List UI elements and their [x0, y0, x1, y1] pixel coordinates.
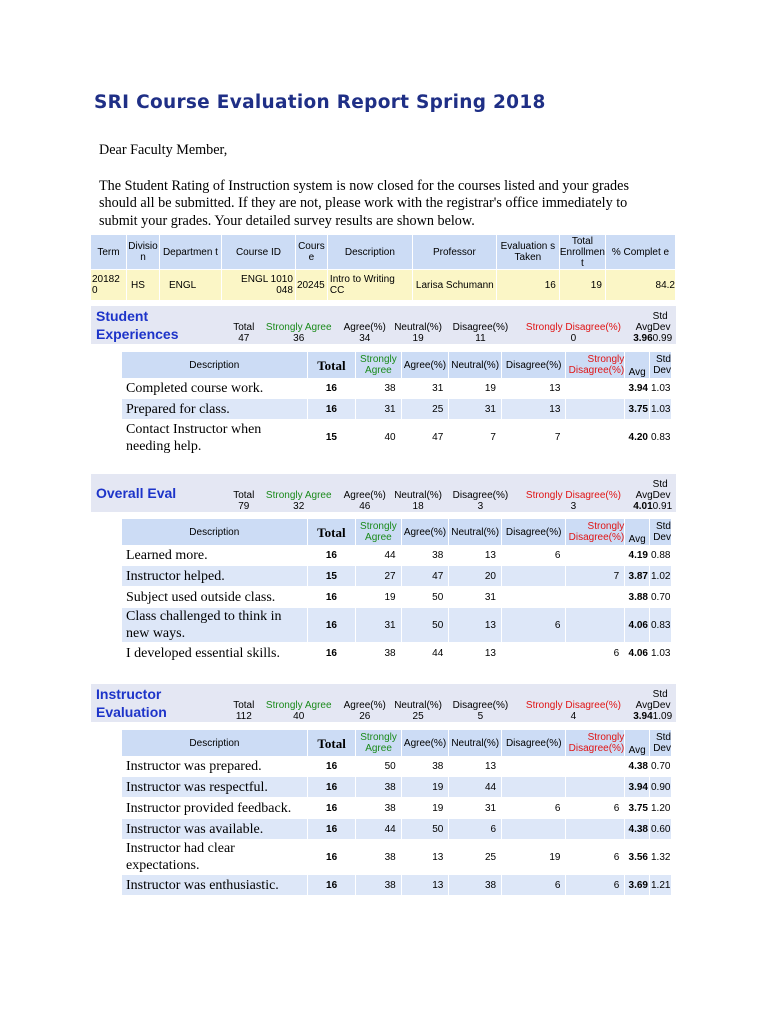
- summary-value-std: 0.99: [652, 333, 673, 344]
- professor-value: Larisa Schumann: [413, 270, 497, 300]
- cell-d: 6: [502, 545, 566, 566]
- cell-a: 31: [402, 378, 450, 399]
- division-value: HS: [127, 270, 160, 300]
- summary-strongly-agree: [259, 684, 339, 722]
- summary-value-strongly-disagree: 0: [570, 333, 577, 344]
- cell-sa: 19: [356, 587, 401, 608]
- detail-header-strongly-disagree: Strongly Disagree(%): [566, 730, 625, 756]
- cell-std: 1.20: [650, 798, 672, 819]
- cell-total: 16: [308, 643, 357, 664]
- summary-header-disagree: Disagree(%): [452, 322, 509, 333]
- cell-desc: Prepared for class.: [122, 399, 308, 420]
- summary-header-strongly-agree: Strongly Agree: [265, 700, 332, 711]
- header-course: Cours e: [296, 235, 328, 270]
- detail-header-avg: Avg: [625, 730, 650, 756]
- cell-total: 16: [308, 608, 357, 643]
- section-title: Instructor Evaluation: [96, 686, 167, 720]
- cell-sa: 38: [356, 643, 401, 664]
- summary-strongly-agree: [259, 306, 339, 344]
- summary-row: [229, 474, 676, 512]
- summary-header-total: Total: [233, 490, 255, 501]
- cell-n: 13: [449, 756, 502, 777]
- summary-value-strongly-agree: 40: [293, 711, 305, 722]
- cell-a: 38: [402, 756, 450, 777]
- summary-header-total: Total: [233, 322, 255, 333]
- cell-d: [502, 566, 566, 587]
- cell-a: 50: [402, 587, 450, 608]
- cell-a: 50: [402, 819, 450, 840]
- cell-avg: 3.75: [625, 399, 650, 420]
- table-row: [122, 798, 672, 819]
- detail-header-row: [122, 730, 672, 756]
- summary-agree: [339, 306, 391, 344]
- cell-total: 16: [308, 545, 357, 566]
- cell-desc: Completed course work.: [122, 378, 308, 399]
- cell-total: 16: [308, 798, 356, 819]
- cell-avg: 3.69: [625, 875, 650, 896]
- cell-n: 20: [449, 566, 502, 587]
- cell-n: 13: [449, 545, 502, 566]
- cell-sa: 38: [356, 840, 401, 875]
- cell-sa: 38: [356, 378, 401, 399]
- summary-value-disagree: 3: [477, 501, 484, 512]
- cell-d: [502, 587, 566, 608]
- cell-sd: [566, 378, 625, 399]
- cell-avg: 4.20: [625, 420, 650, 456]
- cell-std: 1.21: [650, 875, 672, 896]
- summary-avg: [632, 306, 653, 344]
- cell-desc: Instructor helped.: [122, 566, 308, 587]
- percent-complete-value: 84.2: [606, 270, 676, 300]
- summary-row: [229, 306, 676, 344]
- cell-sa: 31: [356, 399, 401, 420]
- cell-total: 16: [308, 587, 357, 608]
- cell-n: 13: [449, 643, 502, 664]
- cell-avg: 3.88: [625, 587, 650, 608]
- cell-a: 19: [402, 777, 450, 798]
- cell-std: 0.60: [650, 819, 672, 840]
- cell-sd: [566, 587, 625, 608]
- cell-n: 6: [449, 819, 502, 840]
- table-row: [122, 545, 672, 566]
- cell-avg: 4.19: [625, 545, 650, 566]
- detail-header-strongly-disagree: Strongly Disagree(%): [566, 352, 625, 378]
- cell-sa: 40: [356, 420, 401, 456]
- course-info-header-row: [91, 235, 676, 270]
- table-row: [122, 819, 672, 840]
- summary-value-total: 79: [238, 501, 250, 512]
- table-row: [122, 875, 672, 896]
- paragraph-line: should all be submitted. If they are not, please work with the registrar's office immediately to: [99, 195, 628, 212]
- header-total-enrollment: Total Enrollmen t: [559, 235, 605, 269]
- detail-header-total: Total: [308, 352, 357, 378]
- detail-table-overall-eval: [122, 519, 672, 664]
- cell-a: 44: [402, 643, 450, 664]
- summary-header-agree: Agree(%): [343, 490, 386, 501]
- cell-n: 25: [449, 840, 502, 875]
- summary-total: [229, 474, 259, 512]
- summary-value-total: 112: [235, 711, 252, 722]
- cell-d: 19: [502, 840, 566, 875]
- detail-header-description: Description: [122, 352, 308, 378]
- summary-neutral: [391, 474, 446, 512]
- summary-value-strongly-agree: 32: [293, 501, 305, 512]
- summary-value-strongly-disagree: 4: [570, 711, 577, 722]
- summary-value-avg: 4.01: [633, 501, 653, 512]
- summary-neutral: [391, 306, 446, 344]
- cell-avg: 3.94: [625, 378, 650, 399]
- detail-table-student-experiences: [122, 352, 672, 456]
- detail-table-instructor-evaluation: [122, 730, 672, 896]
- table-row: [122, 643, 672, 664]
- course-info-table: [91, 235, 676, 300]
- course-id-value: ENGL 1010 048: [222, 270, 296, 300]
- section-instructor-evaluation-summary: [91, 684, 676, 722]
- cell-avg: 3.75: [625, 798, 650, 819]
- summary-value-strongly-agree: 36: [293, 333, 305, 344]
- header-division: Divisio n: [127, 235, 160, 270]
- cell-sd: 6: [566, 875, 625, 896]
- summary-value-std: 1.09: [652, 711, 673, 722]
- cell-sd: 6: [566, 643, 625, 664]
- summary-neutral: [391, 684, 446, 722]
- cell-d: [502, 777, 566, 798]
- header-term: Term: [91, 235, 127, 270]
- summary-value-neutral: 18: [412, 501, 424, 512]
- summary-header-strongly-agree: Strongly Agree: [265, 322, 332, 333]
- page-title: SRI Course Evaluation Report Spring 2018: [94, 92, 546, 113]
- cell-std: 0.88: [650, 545, 672, 566]
- summary-agree: [339, 474, 391, 512]
- cell-std: 0.70: [650, 756, 672, 777]
- detail-header-description: Description: [122, 519, 308, 545]
- cell-n: 19: [449, 378, 502, 399]
- summary-disagree: [446, 306, 516, 344]
- cell-a: 47: [402, 420, 450, 456]
- summary-value-std: 0.91: [652, 501, 673, 512]
- cell-desc: Instructor was available.: [122, 819, 308, 840]
- cell-a: 50: [402, 608, 450, 643]
- cell-n: 31: [449, 399, 502, 420]
- detail-header-strongly-disagree: Strongly Disagree(%): [566, 519, 625, 545]
- cell-desc: I developed essential skills.: [122, 643, 308, 664]
- cell-n: 38: [449, 875, 502, 896]
- cell-total: 16: [308, 399, 357, 420]
- department-value: ENGL: [160, 270, 222, 300]
- paragraph-line: The Student Rating of Instruction system is now closed for the courses listed and your grades: [99, 178, 629, 194]
- summary-header-avg: Avg: [635, 490, 653, 501]
- section-student-experiences-summary: [91, 306, 676, 344]
- cell-d: 13: [502, 378, 566, 399]
- cell-total: 16: [308, 875, 356, 896]
- cell-d: 6: [502, 875, 566, 896]
- detail-header-agree: Agree(%): [402, 730, 450, 756]
- cell-total: 16: [308, 840, 356, 875]
- summary-header-std: Std Dev: [652, 479, 671, 501]
- cell-d: [502, 819, 566, 840]
- header-department: Departmen t: [160, 235, 222, 270]
- cell-desc: Instructor was prepared.: [122, 756, 308, 777]
- cell-avg: 3.87: [625, 566, 650, 587]
- summary-header-avg: Avg: [635, 322, 653, 333]
- cell-sa: 38: [356, 798, 401, 819]
- cell-sd: 7: [566, 566, 625, 587]
- cell-d: 6: [502, 798, 566, 819]
- table-row: [122, 378, 672, 399]
- cell-n: 44: [449, 777, 502, 798]
- detail-header-strongly-agree: Strongly Agree: [356, 352, 401, 378]
- cell-avg: 4.06: [625, 643, 650, 664]
- cell-n: 31: [449, 798, 502, 819]
- table-row: [122, 756, 672, 777]
- cell-desc: Learned more.: [122, 545, 308, 566]
- summary-total: [229, 684, 259, 722]
- detail-header-total: Total: [308, 730, 356, 756]
- table-row: [122, 587, 672, 608]
- cell-n: 7: [449, 420, 502, 456]
- detail-header-disagree: Disagree(%): [502, 730, 566, 756]
- summary-header-agree: Agree(%): [343, 700, 386, 711]
- summary-strongly-disagree: [515, 474, 631, 512]
- cell-desc: Subject used outside class.: [122, 587, 308, 608]
- cell-sa: 31: [356, 608, 401, 643]
- detail-header-neutral: Neutral(%): [449, 352, 502, 378]
- summary-header-neutral: Neutral(%): [394, 322, 442, 333]
- summary-std: [653, 474, 676, 512]
- detail-header-disagree: Disagree(%): [502, 519, 566, 545]
- cell-std: 1.03: [650, 643, 672, 664]
- evaluations-taken-value: 16: [497, 270, 560, 300]
- summary-total: [229, 306, 259, 344]
- summary-value-agree: 46: [359, 501, 371, 512]
- summary-strongly-disagree: [515, 684, 631, 722]
- cell-std: 0.90: [650, 777, 672, 798]
- header-percent-complete: % Complet e: [606, 235, 676, 270]
- cell-d: 7: [502, 420, 566, 456]
- summary-value-avg: 3.96: [633, 333, 653, 344]
- summary-strongly-agree: [259, 474, 339, 512]
- summary-table: [229, 306, 676, 344]
- summary-header-total: Total: [233, 700, 255, 711]
- cell-std: 1.02: [650, 566, 672, 587]
- detail-header-avg: Avg: [625, 519, 650, 545]
- cell-avg: 4.06: [625, 608, 650, 643]
- detail-header-disagree: Disagree(%): [502, 352, 566, 378]
- summary-std: [653, 684, 676, 722]
- cell-std: 1.32: [650, 840, 672, 875]
- cell-desc: Instructor had clear expectations.: [122, 840, 308, 875]
- summary-avg: [632, 474, 653, 512]
- cell-avg: 4.38: [625, 819, 650, 840]
- section-overall-eval-summary: [91, 474, 676, 512]
- summary-std: [653, 306, 676, 344]
- table-row: [122, 420, 672, 456]
- greeting: Dear Faculty Member,: [99, 142, 228, 158]
- detail-header-strongly-agree: Strongly Agree: [356, 730, 401, 756]
- summary-header-disagree: Disagree(%): [452, 490, 509, 501]
- section-title: Student Experiences: [96, 308, 179, 342]
- course-info-row: [91, 270, 676, 300]
- summary-disagree: [446, 474, 516, 512]
- summary-avg: [632, 684, 653, 722]
- summary-header-disagree: Disagree(%): [452, 700, 509, 711]
- cell-d: 6: [502, 608, 566, 643]
- table-row: [122, 566, 672, 587]
- cell-d: [502, 643, 566, 664]
- table-row: [122, 777, 672, 798]
- summary-header-neutral: Neutral(%): [394, 490, 442, 501]
- cell-desc: Class challenged to think in new ways.: [122, 608, 308, 643]
- cell-sa: 38: [356, 875, 401, 896]
- summary-table: [229, 684, 676, 722]
- detail-header-description: Description: [122, 730, 308, 756]
- description-value: Intro to Writing CC: [328, 270, 413, 300]
- summary-value-avg: 3.94: [633, 711, 653, 722]
- summary-value-strongly-disagree: 3: [570, 501, 577, 512]
- cell-total: 15: [308, 566, 357, 587]
- detail-header-std: Std Dev: [650, 730, 672, 756]
- cell-sa: 44: [356, 545, 401, 566]
- cell-a: 13: [402, 875, 450, 896]
- cell-sd: [566, 420, 625, 456]
- header-description: Description: [328, 235, 413, 270]
- cell-sd: [566, 399, 625, 420]
- summary-value-disagree: 5: [477, 711, 484, 722]
- detail-header-std: Std Dev: [650, 519, 672, 545]
- summary-header-strongly-agree: Strongly Agree: [265, 490, 332, 501]
- cell-total: 16: [308, 756, 356, 777]
- summary-header-strongly-disagree: Strongly Disagree(%): [525, 322, 621, 333]
- cell-a: 25: [402, 399, 450, 420]
- summary-header-avg: Avg: [635, 700, 653, 711]
- cell-sd: [566, 545, 625, 566]
- summary-header-strongly-disagree: Strongly Disagree(%): [525, 490, 621, 501]
- summary-value-neutral: 19: [412, 333, 424, 344]
- cell-a: 13: [402, 840, 450, 875]
- header-evaluations-taken: Evaluation s Taken: [497, 235, 560, 270]
- cell-a: 38: [402, 545, 450, 566]
- total-enrollment-value: 19: [560, 270, 606, 300]
- cell-total: 16: [308, 777, 356, 798]
- table-row: [122, 840, 672, 875]
- detail-header-row: [122, 519, 672, 545]
- cell-desc: Instructor provided feedback.: [122, 798, 308, 819]
- summary-header-neutral: Neutral(%): [394, 700, 442, 711]
- cell-avg: 3.56: [625, 840, 650, 875]
- detail-header-row: [122, 352, 672, 378]
- cell-avg: 4.38: [625, 756, 650, 777]
- summary-header-std: Std Dev: [652, 311, 671, 333]
- cell-total: 16: [308, 819, 356, 840]
- detail-header-avg: Avg: [625, 352, 650, 378]
- table-row: [122, 399, 672, 420]
- header-course-id: Course ID: [222, 235, 296, 270]
- cell-d: [502, 756, 566, 777]
- detail-header-agree: Agree(%): [402, 519, 450, 545]
- course-value: 20245: [296, 270, 328, 300]
- summary-value-disagree: 11: [475, 333, 486, 344]
- cell-sa: 44: [356, 819, 401, 840]
- cell-sa: 50: [356, 756, 401, 777]
- summary-value-total: 47: [238, 333, 250, 344]
- intro-paragraph: [99, 178, 629, 230]
- cell-total: 15: [308, 420, 357, 456]
- cell-std: 1.03: [650, 378, 672, 399]
- summary-strongly-disagree: [515, 306, 631, 344]
- section-title: Overall Eval: [96, 485, 177, 501]
- cell-sd: [566, 756, 625, 777]
- cell-desc: Instructor was enthusiastic.: [122, 875, 308, 896]
- cell-std: 0.83: [650, 420, 672, 456]
- detail-header-agree: Agree(%): [402, 352, 450, 378]
- cell-a: 19: [402, 798, 450, 819]
- summary-header-agree: Agree(%): [343, 322, 386, 333]
- summary-header-std: Std Dev: [652, 689, 671, 711]
- cell-std: 0.70: [650, 587, 672, 608]
- summary-value-neutral: 25: [412, 711, 424, 722]
- detail-header-neutral: Neutral(%): [449, 730, 502, 756]
- cell-a: 47: [402, 566, 450, 587]
- detail-header-std: Std Dev: [650, 352, 672, 378]
- cell-n: 31: [449, 587, 502, 608]
- cell-sd: 6: [566, 840, 625, 875]
- cell-desc: Instructor was respectful.: [122, 777, 308, 798]
- term-value: 20182 0: [91, 270, 127, 300]
- summary-disagree: [446, 684, 516, 722]
- table-row: [122, 608, 672, 643]
- cell-sd: [566, 777, 625, 798]
- detail-header-total: Total: [308, 519, 357, 545]
- cell-n: 13: [449, 608, 502, 643]
- cell-sd: 6: [566, 798, 625, 819]
- cell-sd: [566, 819, 625, 840]
- cell-sa: 27: [356, 566, 401, 587]
- summary-row: [229, 684, 676, 722]
- cell-std: 0.83: [650, 608, 672, 643]
- detail-header-strongly-agree: Strongly Agree: [356, 519, 401, 545]
- cell-sd: [566, 608, 625, 643]
- cell-std: 1.03: [650, 399, 672, 420]
- paragraph-line: submit your grades. Your detailed survey results are shown below.: [99, 212, 475, 229]
- detail-header-neutral: Neutral(%): [449, 519, 502, 545]
- summary-value-agree: 34: [359, 333, 371, 344]
- summary-value-agree: 26: [359, 711, 371, 722]
- cell-desc: Contact Instructor when needing help.: [122, 420, 308, 456]
- cell-total: 16: [308, 378, 357, 399]
- cell-d: 13: [502, 399, 566, 420]
- summary-table: [229, 474, 676, 512]
- summary-agree: [339, 684, 391, 722]
- summary-header-strongly-disagree: Strongly Disagree(%): [525, 700, 621, 711]
- header-professor: Professor: [413, 235, 497, 270]
- cell-avg: 3.94: [625, 777, 650, 798]
- cell-sa: 38: [356, 777, 401, 798]
